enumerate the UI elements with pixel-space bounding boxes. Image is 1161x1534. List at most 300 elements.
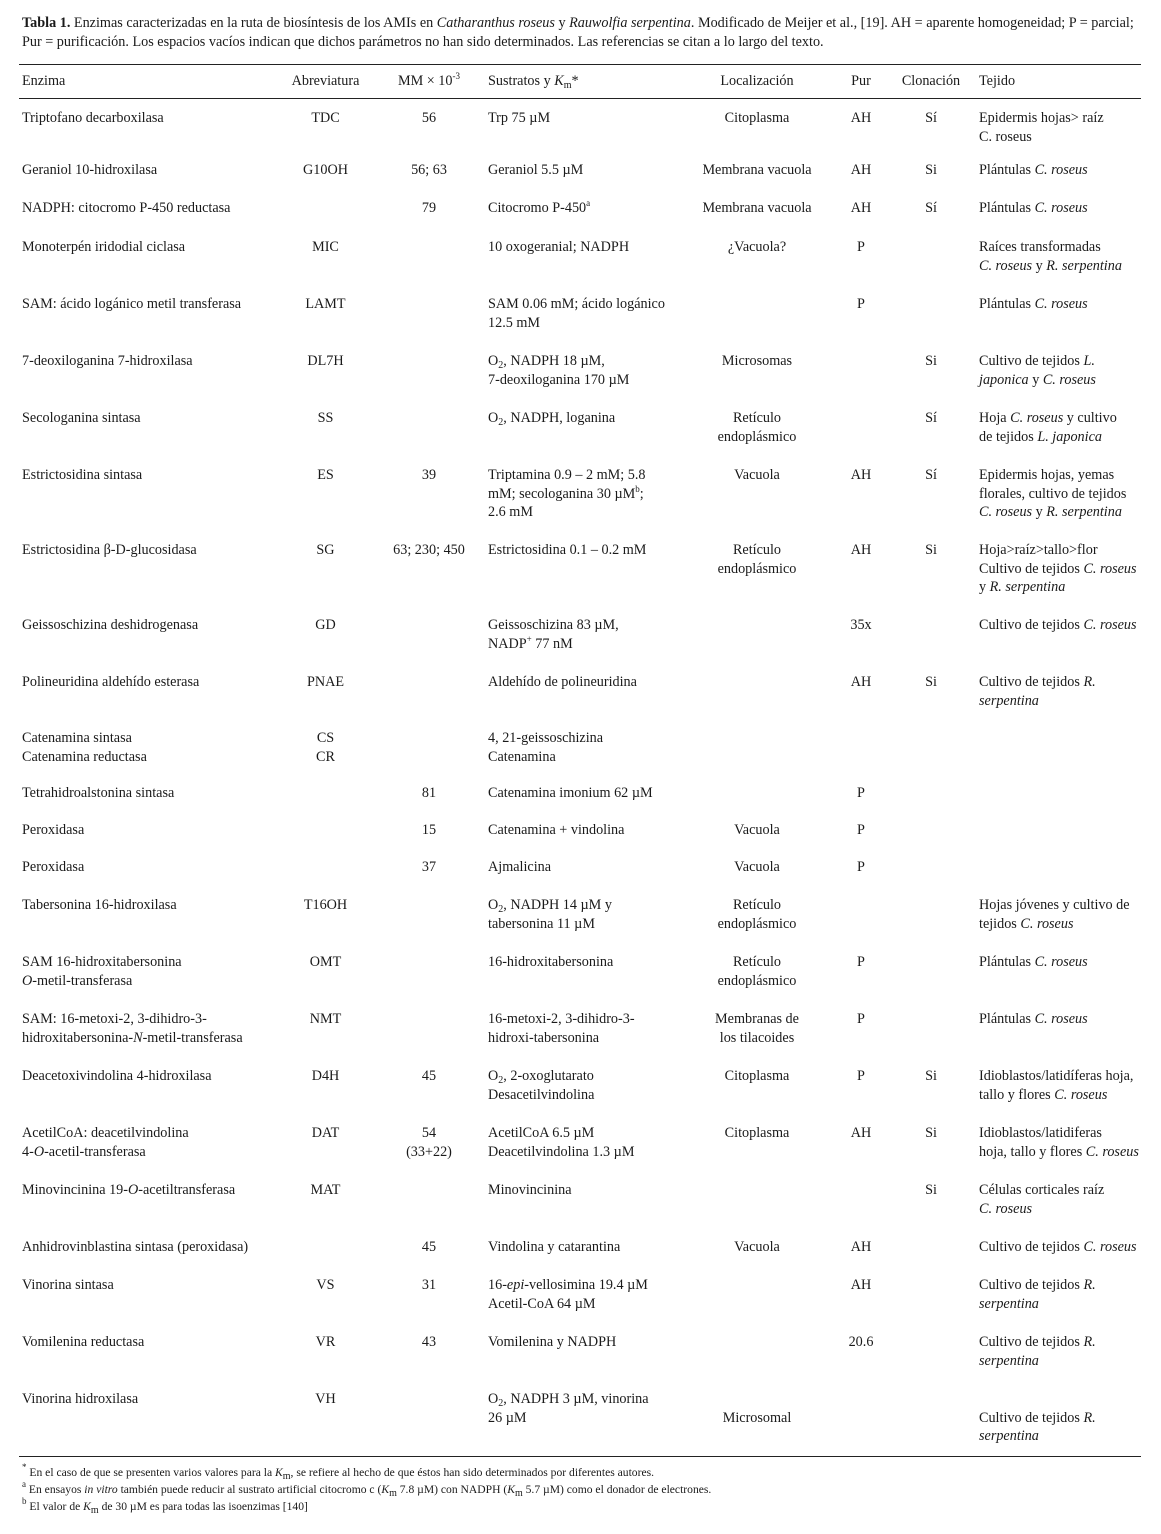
cell-pur xyxy=(836,403,886,460)
cell-abreviatura xyxy=(278,193,373,232)
tejido-line2: florales, cultivo de tejidos xyxy=(979,485,1127,502)
footnote-2-text-4: 5.7 µM) como el donador de electrones. xyxy=(522,1483,712,1496)
abreviatura-text: GD xyxy=(315,617,336,633)
localizacion-text: Retículo xyxy=(732,897,782,913)
cell-tejido xyxy=(976,1384,1141,1446)
table-caption xyxy=(22,14,1142,52)
pur-text: AH xyxy=(850,110,872,126)
caption-species-1: Catharanthus roseus xyxy=(436,15,555,31)
abreviatura-text: SS xyxy=(317,410,334,426)
cell-enzima xyxy=(19,667,278,724)
sustratos-line2: 12.5 mM xyxy=(488,314,541,331)
header-row xyxy=(19,64,1141,98)
abreviatura-text: D4H xyxy=(311,1068,340,1084)
enzima-text: Geissoschizina deshidrogenasa xyxy=(22,617,199,633)
sustratos-line2: mM; secologanina 30 µM xyxy=(488,485,636,502)
cell-localizacion xyxy=(678,232,836,289)
pur-text: AH xyxy=(850,1277,872,1293)
cell-enzima xyxy=(19,346,278,403)
cell-pur xyxy=(836,1175,886,1232)
cell-mm xyxy=(373,155,485,193)
abreviatura-text: VR xyxy=(315,1334,336,1350)
sustratos-line2: Acetil-CoA 64 µM xyxy=(488,1295,596,1312)
cell-sustratos xyxy=(485,1327,678,1384)
abreviatura-text: G10OH xyxy=(303,162,348,178)
enzima-text: Secologanina sintasa xyxy=(22,410,141,426)
sustratos-text: Trp 75 µM xyxy=(488,110,551,126)
cell-pur xyxy=(836,98,886,155)
footnote-3-text: El valor de xyxy=(26,1500,84,1513)
tejido-text: Plántulas xyxy=(979,1011,1035,1027)
cell-pur xyxy=(836,1061,886,1118)
pur-text: P xyxy=(857,859,865,875)
cell-tejido xyxy=(976,460,1141,535)
sustratos-text: SAM 0.06 mM; ácido logánico xyxy=(488,296,665,312)
enzima-text: SAM 16-hidroxitabersonina xyxy=(22,954,182,970)
cell-pur xyxy=(836,1270,886,1327)
tejido-line2-italic: serpentina xyxy=(979,1428,1039,1444)
cell-enzima xyxy=(19,1118,278,1175)
sustratos-line2-sup: b xyxy=(635,483,640,494)
sustratos-text: 4, 21-geissoschizina xyxy=(488,730,604,746)
tejido-tail: y cultivo xyxy=(1063,410,1117,426)
cell-clonacion xyxy=(886,1270,976,1327)
abreviatura-text: NMT xyxy=(309,1011,342,1027)
caption-label: Tabla 1. xyxy=(22,15,71,31)
cell-tejido xyxy=(976,232,1141,289)
table-row xyxy=(19,724,1141,779)
enzima-text: Tabersonina 16-hidroxilasa xyxy=(22,897,177,913)
tejido-italic: C. roseus xyxy=(1083,1239,1137,1255)
clonacion-text: Sí xyxy=(925,410,937,426)
cell-tejido xyxy=(976,779,1141,816)
tejido-italic: C. roseus xyxy=(1034,200,1088,216)
cell-clonacion xyxy=(886,535,976,610)
sustratos-line2: 7-deoxiloganina 170 µM xyxy=(488,371,630,388)
cell-sustratos xyxy=(485,1384,678,1446)
cell-localizacion xyxy=(678,1270,836,1327)
oxygen-subscript: 2 xyxy=(498,1398,504,1409)
tejido-text: Cultivo de tejidos xyxy=(979,1334,1084,1350)
enzima-text: SAM: 16-metoxi-2, 3-dihidro-3- xyxy=(22,1011,207,1027)
cell-abreviatura xyxy=(278,460,373,535)
cell-enzima xyxy=(19,1232,278,1270)
cell-pur xyxy=(836,724,886,779)
header-km-k: K xyxy=(554,72,564,89)
cell-sustratos xyxy=(485,289,678,346)
cell-mm xyxy=(373,853,485,890)
footnote-2-italic: in vitro xyxy=(84,1483,118,1496)
cell-tejido xyxy=(976,1061,1141,1118)
sustratos-text: Geissoschizina 83 µM, xyxy=(488,617,619,633)
mm-text: 43 xyxy=(421,1334,437,1350)
pur-text: AH xyxy=(850,1239,872,1255)
footnote-2-k: K xyxy=(381,1483,390,1496)
cell-clonacion xyxy=(886,890,976,947)
cell-mm xyxy=(373,610,485,667)
table-row xyxy=(19,98,1141,155)
cell-mm xyxy=(373,403,485,460)
footnote-3-text-2: de 30 µM es para todas las isoenzimas [140] xyxy=(98,1500,308,1513)
sustratos-text: 16-metoxi-2, 3-dihidro-3- xyxy=(488,1011,635,1027)
header-clonacion: Clonación xyxy=(901,72,961,89)
tejido-line2-join: y xyxy=(1028,371,1043,388)
cell-localizacion xyxy=(678,1232,836,1270)
cell-tejido xyxy=(976,1232,1141,1270)
sustratos-text: Citocromo P-450 xyxy=(488,200,587,216)
sustratos-text: , NADPH 18 µM, xyxy=(503,353,605,369)
tejido-line2-italic: C. roseus xyxy=(1083,560,1137,577)
cell-sustratos xyxy=(485,1118,678,1175)
pur-text: P xyxy=(857,1011,865,1027)
pur-text: P xyxy=(857,954,865,970)
cell-enzima xyxy=(19,1061,278,1118)
cell-clonacion xyxy=(886,1384,976,1446)
cell-tejido xyxy=(976,724,1141,779)
sustratos-text: , NADPH, loganina xyxy=(503,410,616,426)
cell-abreviatura xyxy=(278,289,373,346)
enzima-tail: -acetiltransferasa xyxy=(138,1182,236,1198)
enzima-text: Deacetoxivindolina 4-hidroxilasa xyxy=(22,1068,212,1084)
sustratos-line2: NADP xyxy=(488,635,527,652)
cell-abreviatura xyxy=(278,1175,373,1232)
cell-clonacion xyxy=(886,346,976,403)
sustratos-line2: Deacetilvindolina 1.3 µM xyxy=(488,1143,635,1160)
cell-mm xyxy=(373,289,485,346)
cell-abreviatura xyxy=(278,346,373,403)
localizacion-line2: endoplásmico xyxy=(717,428,797,445)
footnote-2-k2-sub: m xyxy=(514,1488,523,1499)
footnote-1-k-sub: m xyxy=(282,1471,291,1482)
localizacion-text: Vacuola xyxy=(734,822,780,838)
pur-text: P xyxy=(857,239,865,255)
oxygen-symbol: O xyxy=(488,1068,499,1084)
cell-pur xyxy=(836,667,886,724)
cell-mm xyxy=(373,890,485,947)
cell-mm xyxy=(373,232,485,289)
table-row xyxy=(19,232,1141,289)
mm-text: 45 xyxy=(421,1068,437,1084)
pur-text: AH xyxy=(850,467,872,483)
enzima-line2: 4- xyxy=(22,1143,34,1160)
table-bottom-rule xyxy=(19,1456,1141,1457)
enzima-text: Estrictosidina sintasa xyxy=(22,467,143,483)
abreviatura-text: MIC xyxy=(312,239,339,255)
enzima-text: Anhidrovinblastina sintasa (peroxidasa) xyxy=(22,1239,249,1255)
abreviatura-text: LAMT xyxy=(305,296,346,312)
clonacion-text: Sí xyxy=(925,200,937,216)
cell-sustratos xyxy=(485,853,678,890)
table-row xyxy=(19,853,1141,890)
cell-localizacion xyxy=(678,460,836,535)
cell-localizacion xyxy=(678,346,836,403)
mm-text: 81 xyxy=(421,785,437,801)
abreviatura-text: PNAE xyxy=(306,674,345,690)
cell-tejido xyxy=(976,535,1141,610)
cell-abreviatura xyxy=(278,816,373,853)
tejido-text: Hoja xyxy=(979,410,1011,426)
cell-enzima xyxy=(19,610,278,667)
enzima-text: AcetilCoA: deacetilvindolina xyxy=(22,1125,189,1141)
table-row xyxy=(19,1327,1141,1384)
caption-text-3: . Modificado de Meijer et al., [19]. AH = aparente homogeneidad; P = parcial; Pur = purificación. Los espacios vacíos indican que dichos parámetros no han sido determinados. Las referencias se citan a lo largo del texto. xyxy=(22,15,1134,50)
sustratos-text: Vindolina y catarantina xyxy=(488,1239,621,1255)
tejido-italic: C. roseus xyxy=(1010,410,1064,426)
pur-text: 35x xyxy=(850,617,872,633)
cell-pur xyxy=(836,610,886,667)
sustratos-line2: tabersonina 11 µM xyxy=(488,915,595,932)
tejido-text: Epidermis hojas, yemas xyxy=(979,467,1115,483)
tejido-line2-italic: C. roseus xyxy=(1085,1143,1139,1160)
cell-localizacion xyxy=(678,98,836,155)
localizacion-text: Microsomas xyxy=(721,353,793,369)
cell-abreviatura xyxy=(278,98,373,155)
footnote-3-k-sub: m xyxy=(90,1505,99,1516)
cell-clonacion xyxy=(886,460,976,535)
header-mm xyxy=(373,64,485,98)
cell-enzima xyxy=(19,289,278,346)
sustratos-line2: hidroxi-tabersonina xyxy=(488,1029,600,1046)
cell-mm xyxy=(373,193,485,232)
table-row xyxy=(19,1175,1141,1232)
tejido-line2-species-b: R. serpentina xyxy=(1046,257,1122,274)
cell-tejido xyxy=(976,403,1141,460)
cell-localizacion xyxy=(678,853,836,890)
cell-pur xyxy=(836,1232,886,1270)
table-body xyxy=(19,98,1141,1446)
tejido-text: Cultivo de tejidos xyxy=(979,1277,1084,1293)
tejido-italic: L. xyxy=(1083,353,1095,369)
table-row xyxy=(19,779,1141,816)
cell-enzima xyxy=(19,1175,278,1232)
footnote-2-k2: K xyxy=(507,1483,515,1496)
cell-enzima xyxy=(19,890,278,947)
table-row xyxy=(19,535,1141,610)
localizacion-line2: endoplásmico xyxy=(717,972,797,989)
cell-tejido xyxy=(976,853,1141,890)
cell-localizacion xyxy=(678,1175,836,1232)
localizacion-text: Membranas de xyxy=(715,1011,799,1027)
cell-abreviatura xyxy=(278,1327,373,1384)
clonacion-text: Sí xyxy=(925,110,937,126)
tejido-text: Cultivo de tejidos xyxy=(979,617,1084,633)
cell-enzima xyxy=(19,193,278,232)
abreviatura-text: DL7H xyxy=(307,353,344,369)
cell-clonacion xyxy=(886,403,976,460)
cell-enzima xyxy=(19,155,278,193)
cell-mm xyxy=(373,779,485,816)
cell-enzima xyxy=(19,724,278,779)
table-row xyxy=(19,610,1141,667)
cell-sustratos xyxy=(485,403,678,460)
cell-pur xyxy=(836,1384,886,1446)
sustratos-text: Vomilenina y NADPH xyxy=(488,1334,617,1350)
cell-sustratos xyxy=(485,232,678,289)
cell-clonacion xyxy=(886,667,976,724)
table-row xyxy=(19,1004,1141,1061)
tejido-line2-italic: serpentina xyxy=(979,1295,1039,1312)
cell-mm xyxy=(373,460,485,535)
cell-localizacion xyxy=(678,1118,836,1175)
enzima-line2: -metil-transferasa xyxy=(32,972,133,989)
cell-sustratos xyxy=(485,890,678,947)
cell-pur xyxy=(836,890,886,947)
tejido-line2-italic: serpentina xyxy=(979,692,1039,709)
cell-enzima xyxy=(19,947,278,1004)
header-mm-exp: -3 xyxy=(452,70,460,81)
cell-sustratos xyxy=(485,947,678,1004)
tejido-italic: R. xyxy=(1083,1409,1096,1426)
tejido-line3-join: y xyxy=(1032,504,1047,520)
oxygen-subscript: 2 xyxy=(498,1075,504,1086)
cell-sustratos xyxy=(485,816,678,853)
footnote-2-text: En ensayos xyxy=(26,1483,85,1496)
tejido-line3-species-a: C. roseus xyxy=(979,504,1033,520)
cell-abreviatura xyxy=(278,1061,373,1118)
tejido-line2-italic: C. roseus xyxy=(1054,1086,1108,1103)
footnotes xyxy=(22,1464,1142,1515)
pur-text: P xyxy=(857,785,865,801)
cell-mm xyxy=(373,816,485,853)
tejido-line2: C. roseus xyxy=(979,128,1032,145)
cell-clonacion xyxy=(886,1061,976,1118)
pur-text: AH xyxy=(850,1125,872,1141)
pur-text: P xyxy=(857,296,865,312)
header-abreviatura: Abreviatura xyxy=(291,72,360,89)
cell-localizacion xyxy=(678,403,836,460)
tejido-line2-italic: L. japonica xyxy=(1037,428,1102,445)
tejido-italic: C. roseus xyxy=(1034,162,1088,178)
mm-text: 56 xyxy=(421,110,437,126)
table-row xyxy=(19,816,1141,853)
localizacion-line2: los tilacoides xyxy=(719,1029,795,1046)
cell-enzima xyxy=(19,232,278,289)
cell-pur xyxy=(836,289,886,346)
abreviatura-line2: CR xyxy=(316,748,335,765)
cell-clonacion xyxy=(886,724,976,779)
cell-clonacion xyxy=(886,1004,976,1061)
header-km-sub: m xyxy=(563,79,572,91)
footnote-1-k: K xyxy=(275,1466,283,1479)
abreviatura-text: T16OH xyxy=(303,897,348,913)
table-row xyxy=(19,1118,1141,1175)
enzima-line2-italic: O xyxy=(22,972,33,989)
localizacion-text: Membrana vacuola xyxy=(702,162,812,178)
localizacion-text: Vacuola xyxy=(734,859,780,875)
cell-tejido xyxy=(976,193,1141,232)
tejido-italic: C. roseus xyxy=(1083,617,1137,633)
sustratos-text: Aldehído de polineuridina xyxy=(488,674,637,690)
localizacion-text: Citoplasma xyxy=(724,1125,790,1141)
tejido-line2: Cultivo de tejidos xyxy=(979,560,1084,577)
cell-abreviatura xyxy=(278,667,373,724)
cell-pur xyxy=(836,232,886,289)
abreviatura-text: VH xyxy=(315,1391,336,1407)
cell-enzima xyxy=(19,779,278,816)
cell-abreviatura xyxy=(278,1004,373,1061)
cell-tejido xyxy=(976,667,1141,724)
mm-text: 54 xyxy=(421,1125,437,1141)
tejido-text: Cultivo de tejidos xyxy=(979,1239,1084,1255)
cell-abreviatura xyxy=(278,232,373,289)
tejido-text: Epidermis hojas> raíz xyxy=(979,110,1104,126)
clonacion-text: Si xyxy=(925,353,937,369)
cell-enzima xyxy=(19,1327,278,1384)
tejido-text: Células corticales raíz xyxy=(979,1182,1105,1198)
cell-mm xyxy=(373,724,485,779)
footnote-2-text-2: también puede reducir al sustrato artificial citocromo c ( xyxy=(117,1483,382,1496)
footnote-1-text: En el caso de que se presenten varios valores para la xyxy=(26,1466,276,1479)
cell-clonacion xyxy=(886,1232,976,1270)
tejido-text: Plántulas xyxy=(979,200,1035,216)
cell-localizacion xyxy=(678,779,836,816)
sustratos-text: 10 oxogeranial; NADPH xyxy=(488,239,630,255)
cell-enzima xyxy=(19,98,278,155)
enzima-text: Peroxidasa xyxy=(22,859,85,875)
cell-mm xyxy=(373,98,485,155)
table-row xyxy=(19,667,1141,724)
sustratos-tail: -vellosimina 19.4 µM xyxy=(524,1277,648,1293)
cell-clonacion xyxy=(886,155,976,193)
cell-localizacion xyxy=(678,890,836,947)
tejido-text: Plántulas xyxy=(979,296,1035,312)
cell-pur xyxy=(836,193,886,232)
cell-pur xyxy=(836,779,886,816)
cell-abreviatura xyxy=(278,610,373,667)
footnote-2-text-3: 7.8 µM) con NADPH ( xyxy=(396,1483,508,1496)
localizacion-text: Citoplasma xyxy=(724,110,790,126)
sustratos-line2-tail: 77 nM xyxy=(531,635,573,652)
enzima-text: 7-deoxiloganina 7-hidroxilasa xyxy=(22,353,193,369)
cell-localizacion xyxy=(678,610,836,667)
cell-sustratos xyxy=(485,155,678,193)
cell-abreviatura xyxy=(278,1270,373,1327)
cell-clonacion xyxy=(886,1327,976,1384)
cell-pur xyxy=(836,346,886,403)
cell-enzima xyxy=(19,1270,278,1327)
mm-text: 63; 230; 450 xyxy=(393,542,465,558)
cell-sustratos xyxy=(485,346,678,403)
cell-pur xyxy=(836,947,886,1004)
enzima-line2: Catenamina reductasa xyxy=(22,748,147,765)
clonacion-text: Si xyxy=(925,162,937,178)
table-row xyxy=(19,1232,1141,1270)
cell-sustratos xyxy=(485,779,678,816)
cell-localizacion xyxy=(678,667,836,724)
cell-enzima xyxy=(19,816,278,853)
enzima-text: Vomilenina reductasa xyxy=(22,1334,145,1350)
enzima-line2-italic: N xyxy=(133,1029,143,1046)
cell-sustratos xyxy=(485,610,678,667)
cell-localizacion xyxy=(678,1061,836,1118)
tejido-line2: hoja, tallo y flores xyxy=(979,1143,1086,1160)
cell-tejido xyxy=(976,98,1141,155)
cell-pur xyxy=(836,853,886,890)
enzima-text: Monoterpén iridodial ciclasa xyxy=(22,239,186,255)
enzima-text: Vinorina hidroxilasa xyxy=(22,1391,139,1407)
cell-clonacion xyxy=(886,289,976,346)
cell-tejido xyxy=(976,947,1141,1004)
tejido-line2: de tejidos xyxy=(979,428,1038,445)
abreviatura-text: CS xyxy=(316,730,335,746)
sustratos-text: 16- xyxy=(488,1277,507,1293)
pur-text: P xyxy=(857,822,865,838)
tejido-text: Idioblastos/latidíferas hoja, xyxy=(979,1068,1134,1084)
sustratos-line2-tail: ; xyxy=(639,485,644,502)
enzima-text: Catenamina sintasa xyxy=(22,730,132,746)
header-pur: Pur xyxy=(851,72,871,89)
cell-sustratos xyxy=(485,1175,678,1232)
